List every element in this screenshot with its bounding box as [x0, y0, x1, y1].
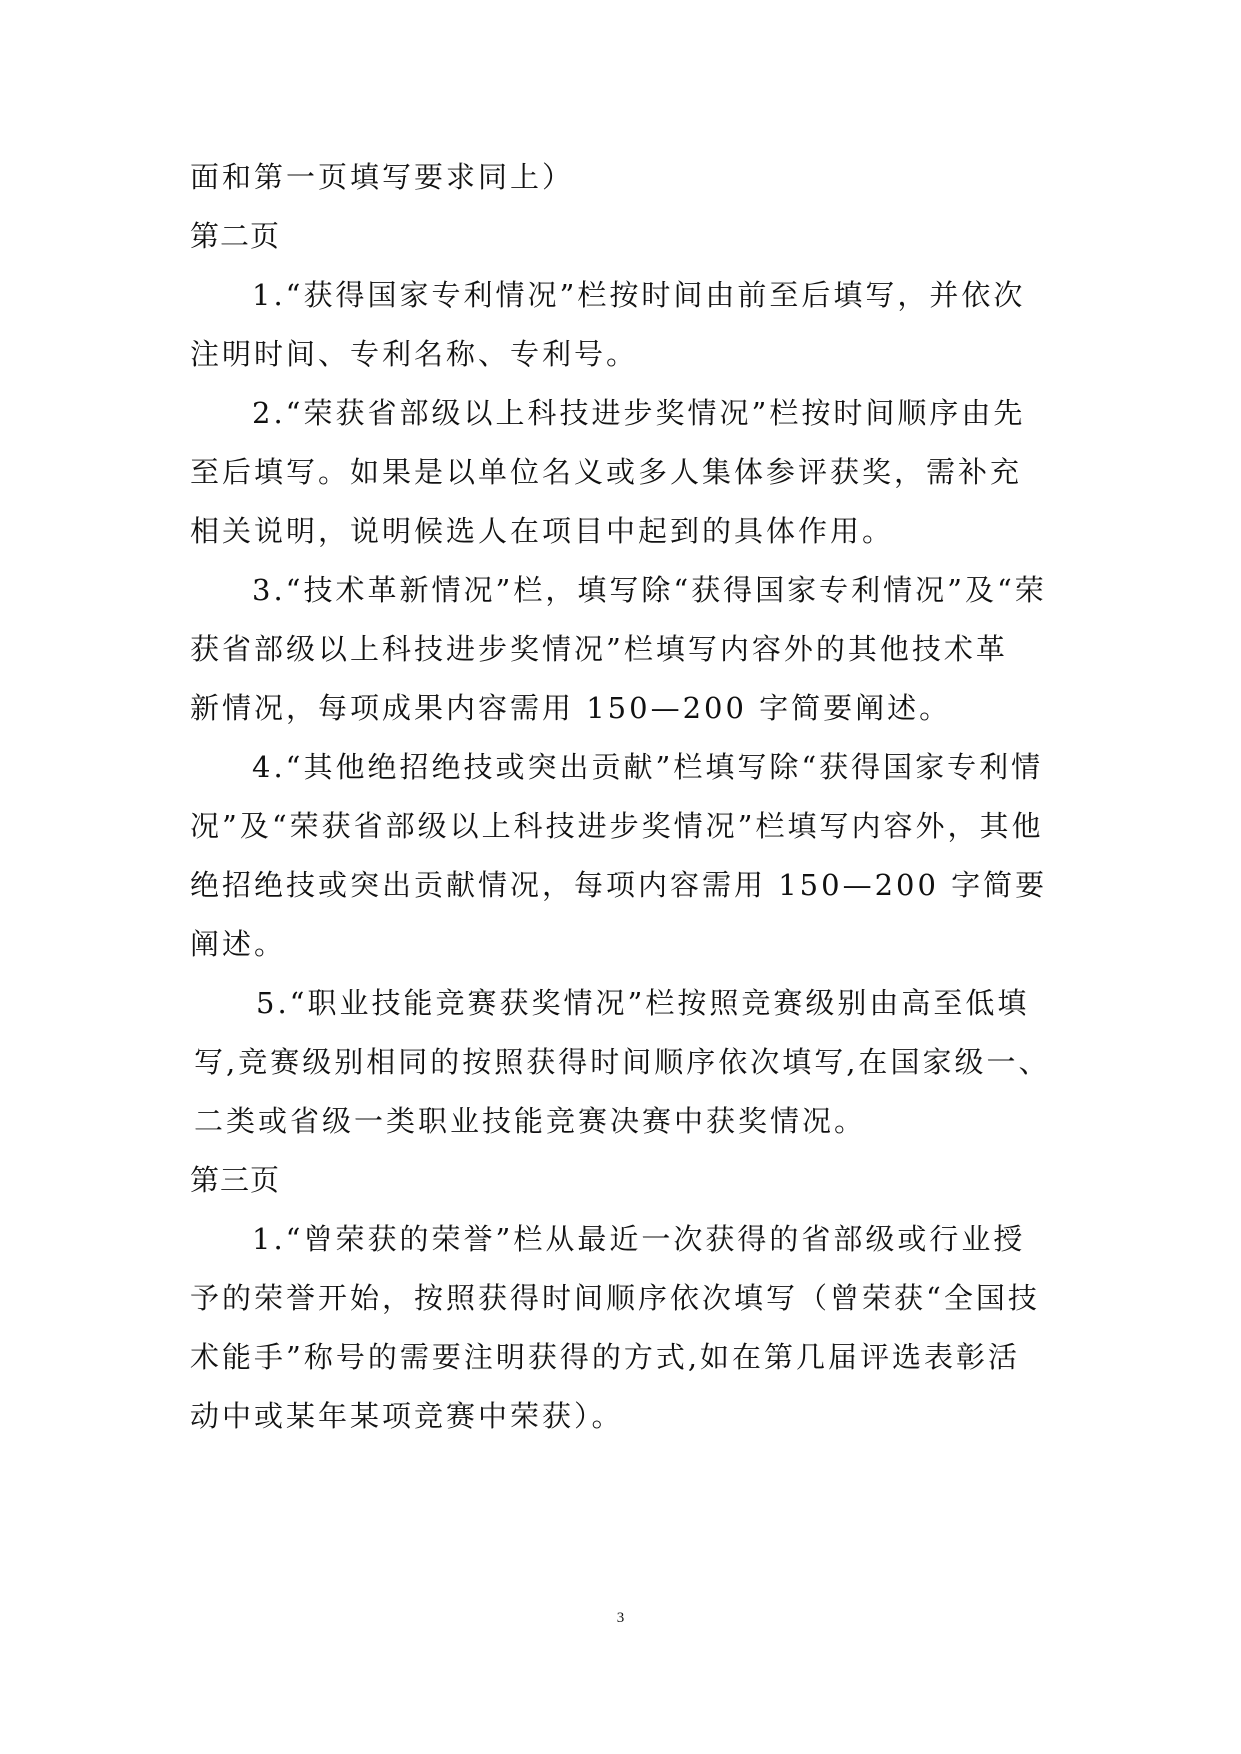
section-heading-page-two: 第二页: [190, 219, 281, 253]
item-2-3-line-3: 新情况，每项成果内容需用 150—200 字简要阐述。: [190, 691, 952, 725]
item-2-2-line-2: 至后填写。如果是以单位名义或多人集体参评获奖，需补充: [190, 455, 1023, 489]
item-2-2-line-3: 相关说明，说明候选人在项目中起到的具体作用。: [190, 514, 895, 548]
item-2-3-line-1: 3.“技术革新情况”栏，填写除“获得国家专利情况”及“荣: [252, 573, 1047, 607]
item-3-1-line-2: 予的荣誉开始，按照获得时间顺序依次填写（曾荣获“全国技: [190, 1281, 1040, 1315]
item-2-4-line-3: 绝招绝技或突出贡献情况，每项内容需用 150—200 字简要: [190, 868, 1048, 902]
item-2-3-line-2: 获省部级以上科技进步奖情况”栏填写内容外的其他技术革: [190, 632, 1008, 666]
item-2-5-line-3: 二类或省级一类职业技能竞赛决赛中获奖情况。: [194, 1104, 867, 1138]
item-2-5-line-2: 写,竞赛级别相同的按照获得时间顺序依次填写,在国家级一、: [194, 1045, 1051, 1079]
item-3-1-line-4: 动中或某年某项竞赛中荣获）。: [190, 1399, 624, 1433]
document-body: [190, 148, 1060, 1446]
item-2-5-line-1: 5.“职业技能竞赛获奖情况”栏按照竞赛级别由高至低填: [256, 986, 1030, 1020]
item-3-1-line-3: 术能手”称号的需要注明获得的方式,如在第几届评选表彰活: [190, 1340, 1021, 1374]
continuation-line: 面和第一页填写要求同上）: [190, 160, 575, 194]
item-3-1-line-1: 1.“曾荣获的荣誉”栏从最近一次获得的省部级或行业授: [252, 1222, 1026, 1256]
item-2-1-line-2: 注明时间、专利名称、专利号。: [190, 337, 639, 371]
item-2-4-line-1: 4.“其他绝招绝技或突出贡献”栏填写除“获得国家专利情: [252, 750, 1044, 784]
item-2-4-line-2: 况”及“荣获省部级以上科技进步奖情况”栏填写内容外，其他: [190, 809, 1044, 843]
item-2-2-line-1: 2.“荣获省部级以上科技进步奖情况”栏按时间顺序由先: [252, 396, 1026, 430]
item-2-4-line-4: 阐述。: [190, 927, 287, 961]
page-number: 3: [616, 1610, 625, 1626]
section-heading-page-three: 第三页: [190, 1163, 281, 1197]
item-2-1-line-1: 1.“获得国家专利情况”栏按时间由前至后填写，并依次: [252, 278, 1026, 312]
